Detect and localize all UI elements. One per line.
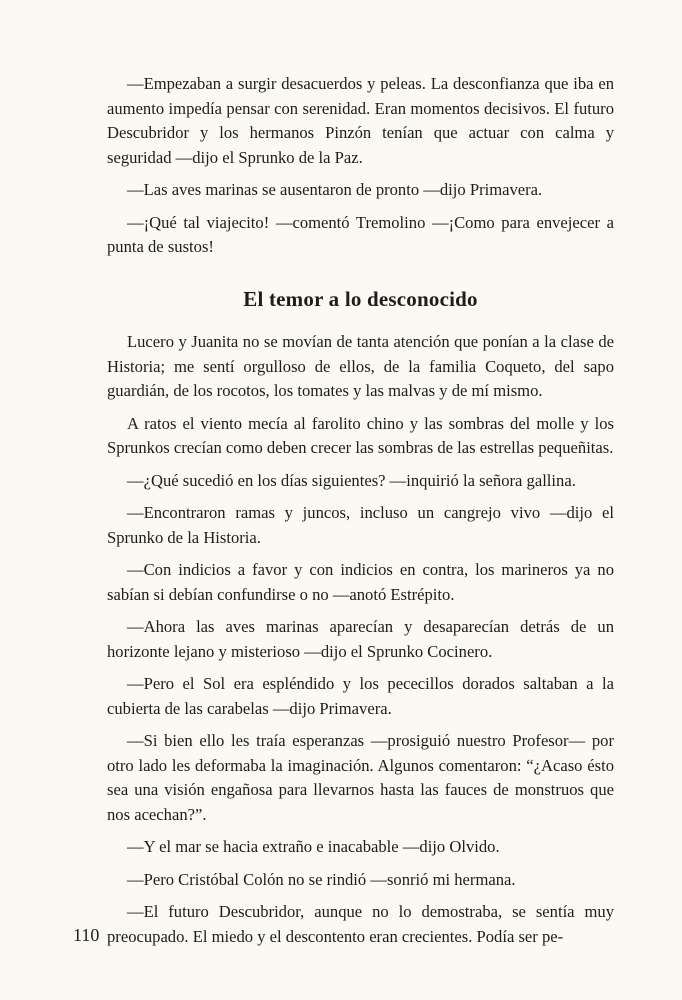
paragraph: —Pero Cristóbal Colón no se rindió —sonrió mi hermana. — [127, 869, 516, 889]
paragraph: —¿Qué sucedió en los días siguientes? —inquirió la señora gallina. — [127, 470, 576, 490]
paragraph: —Empezaban a surgir desacuerdos y peleas. La desconfianza que iba en aumento impedía pensar con serenidad. Eran momentos decisivos. El futuro Descubridor y los hermanos Pinzón tenían que actuar con calma y seguridad —dijo el Sprunko de la Paz. — [107, 74, 614, 167]
paragraph: —Ahora las aves marinas aparecían y desaparecían detrás de un horizonte lejano y misterioso —dijo el Sprunko Cocinero. — [107, 617, 614, 661]
top-text-block — [107, 72, 614, 268]
paragraph: —Encontraron ramas y juncos, incluso un cangrejo vivo —dijo el Sprunko de la Historia. — [107, 503, 614, 547]
paragraph: —Si bien ello les traía esperanzas —prosiguió nuestro Profesor— por otro lado les deformaba la imaginación. Algunos comentaron: “¿Acaso ésto sea una visión engañosa para llevarnos hasta las fauces de monstruos que nos acechan?”. — [107, 731, 614, 824]
body-text-block — [107, 330, 614, 957]
section-title: El temor a lo desconocido — [243, 287, 478, 311]
paragraph: —Y el mar se hacia extraño e inacabable —dijo Olvido. — [127, 837, 500, 856]
page-number: 110 — [73, 925, 100, 945]
paragraph: A ratos el viento mecía al farolito chino y las sombras del molle y los Sprunkos crecían como deben crecer las sombras de las estrellas pequeñitas. — [107, 413, 614, 457]
paragraph: —Con indicios a favor y con indicios en contra, los marineros ya no sabían si debían confundirse o no —anotó Estrépito. — [107, 560, 614, 604]
paragraph: —Las aves marinas se ausentaron de pronto —dijo Primavera. — [127, 180, 543, 199]
paragraph: Lucero y Juanita no se movían de tanta atención que ponían a la clase de Historia; me sentí orgulloso de ellos, de la familia Coqueto, del sapo guardián, de los rocotos, los tomates y las malvas y de mí mismo. — [107, 332, 614, 400]
paragraph: —Pero el Sol era espléndido y los pececillos dorados saltaban a la cubierta de las carabelas —dijo Primavera. — [107, 674, 614, 718]
paragraph: —El futuro Descubridor, aunque no lo demostraba, se sentía muy preocupado. El miedo y el descontento eran crecientes. Podía ser pe- — [107, 902, 614, 946]
paragraph: —¡Qué tal viajecito! —comentó Tremolino —¡Como para envejecer a punta de sustos! — [107, 212, 614, 256]
